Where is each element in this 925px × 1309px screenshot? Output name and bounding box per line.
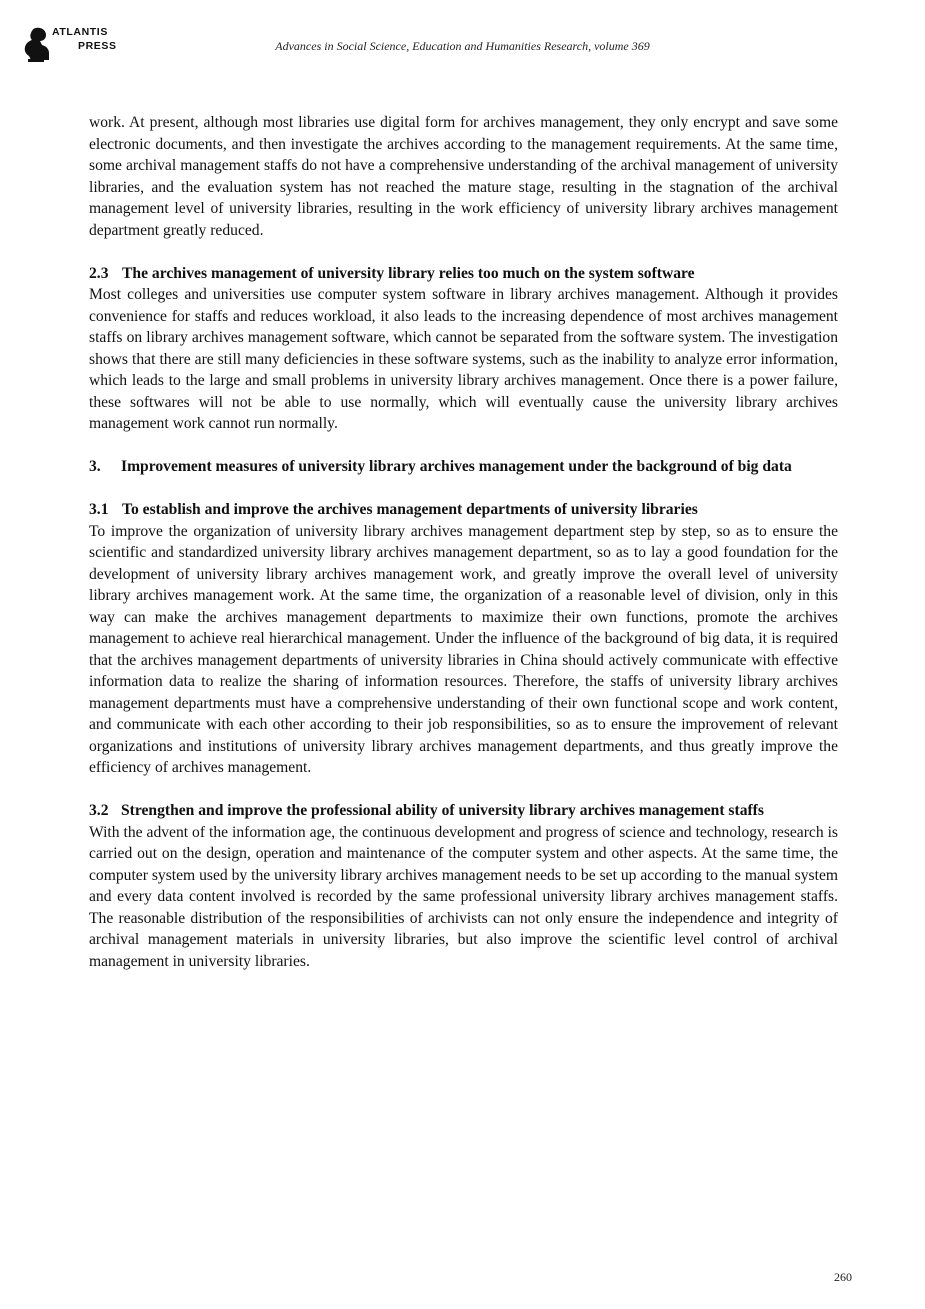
section-number: 3.1 <box>89 501 109 518</box>
paragraph-3-1: To improve the organization of university library archives management department step by step, so as to ensure the scientific and standardized university library archives management department, so as to lay a good foundation for the development of university library archives management work, and greatly improve the overall level of university library archives management work. At the same time, the organization of a reasonable level of division, only in this way can make the archives management departments to maximize their own functions, promote the archives management to achieve real hierarchical management. Under the influence of the background of big data, it is required that the archives management departments of university libraries in China should actively communicate with effective information data to realize the sharing of information resources. Therefore, the staffs of university library archives management departments must have a comprehensive understanding of their own functional scope and work content, and communicate with each other according to their job responsibilities, so as to ensure the improvement of relevant organizations and institutions of university library archives management departments, and thus greatly improve the efficiency of archives management. <box>89 522 838 776</box>
section-number: 2.3 <box>89 264 109 282</box>
paragraph-3-2: With the advent of the information age, the continuous development and progress of science and technology, research is carried out on the design, operation and maintenance of the computer system and other aspects. At the same time, the computer system used by the university library archives management needs to be set up according to the manual system and every data content involved is recorded by the same professional university library archives management staffs. The reasonable distribution of the responsibilities of archivists can not only ensure the independence and integrity of archival management materials in university libraries, but also improve the scientific level control of archival management in university libraries. <box>89 823 838 970</box>
page-body <box>89 112 838 972</box>
paragraph-2-3: Most colleges and universities use computer system software in library archives management. Although it provides convenience for staffs and reduces workload, it also leads to the increasing dependence of most archives management staffs on library archives management software, which cannot be separated from the software system. The investigation shows that there are still many deficiencies in these software systems, such as the inability to analyze error information, which leads to the large and small problems in university library archives management. Once there is a power failure, these softwares will not be able to use normally, which will eventually cause the university library archives management work cannot run normally. <box>89 286 838 432</box>
section-heading-2-3 <box>89 263 838 285</box>
section-title: Strengthen and improve the professional ability of university library archives management staffs <box>121 802 764 819</box>
page-number: 260 <box>834 1270 852 1284</box>
section-title: The archives management of university library relies too much on the system software <box>122 264 695 282</box>
logo-text-press: PRESS <box>78 40 117 52</box>
section-heading-3 <box>89 456 838 478</box>
section-number: 3. <box>89 458 101 475</box>
running-head: Advances in Social Science, Education and Humanities Research, volume 369 <box>275 39 650 53</box>
section-number: 3.2 <box>89 802 109 819</box>
section-title: Improvement measures of university library archives management under the background of big data <box>121 458 792 475</box>
section-heading-3-1 <box>89 499 838 521</box>
section-heading-3-2 <box>89 800 838 822</box>
paragraph-intro: work. At present, although most libraries use digital form for archives management, they only encrypt and save some electronic documents, and then investigate the archives according to the management requirements. At the same time, some archival management staffs do not have a comprehensive understanding of the archival management of university libraries, and the evaluation system has not reached the mature stage, resulting in the stagnation of the archival management level of university libraries, resulting in the work efficiency of university library archives management department greatly reduced. <box>89 114 838 239</box>
logo-text-atlantis: ATLANTIS <box>52 26 108 38</box>
section-title: To establish and improve the archives management departments of university libraries <box>122 501 698 518</box>
